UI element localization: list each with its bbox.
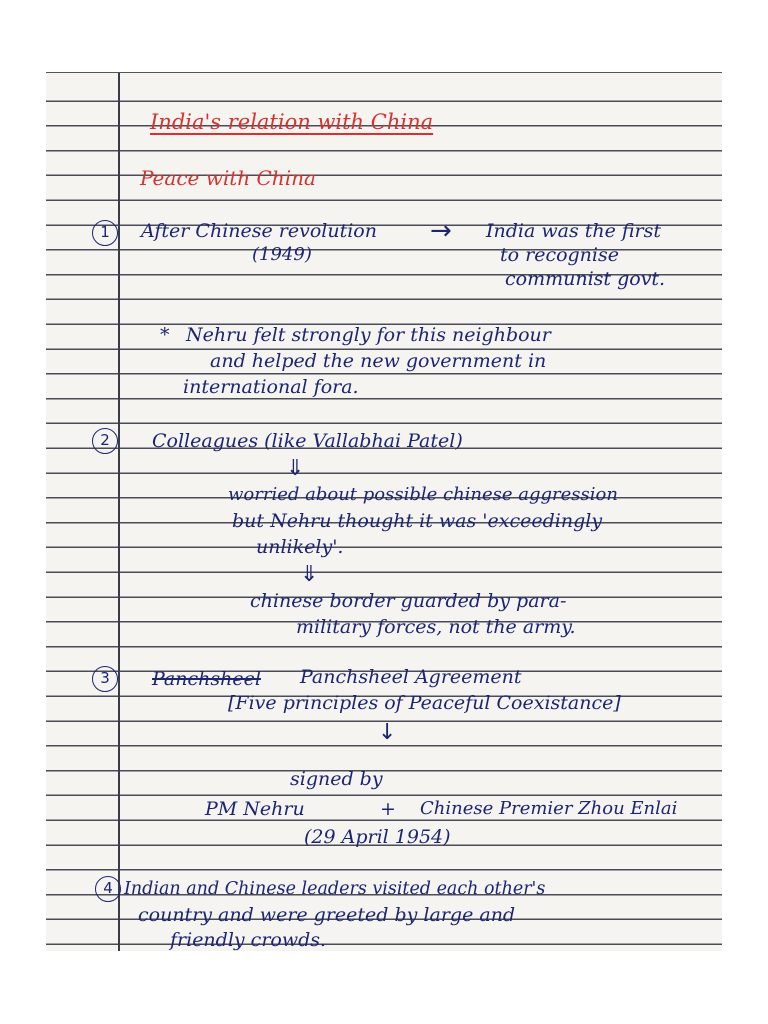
point-2-line4: unlikely'. — [256, 536, 344, 558]
point-1-line3: communist govt. — [505, 268, 666, 290]
margin-line — [118, 73, 120, 951]
point-1-note1: Nehru felt strongly for this neighbour — [186, 324, 551, 346]
point-3-parties-right: Chinese Premier Zhou Enlai — [420, 798, 678, 819]
point-3-signed: signed by — [290, 768, 383, 790]
point-1-line1-right: India was the first — [486, 220, 662, 242]
double-down-arrow-icon: ⇓ — [286, 456, 305, 481]
point-3-date: (29 April 1954) — [304, 826, 451, 848]
point-3-heading: Panchsheel Agreement — [300, 666, 522, 688]
point-4-line3: friendly crowds. — [170, 929, 327, 951]
point-4-line2: country and were greeted by large and — [138, 904, 516, 926]
plus-sign: + — [380, 798, 396, 820]
point-2-line3: but Nehru thought it was 'exceedingly — [232, 510, 603, 532]
point-2-line1: Colleagues (like Vallabhai Patel) — [152, 430, 463, 452]
section-subtitle: Peace with China — [140, 166, 316, 190]
point-2-line5: chinese border guarded by para- — [250, 590, 567, 612]
double-down-arrow-icon: ⇓ — [300, 562, 319, 587]
point-2-number: 2 — [92, 428, 118, 454]
note-star: * — [160, 324, 170, 346]
page-title: India's relation with China — [150, 110, 434, 134]
point-3-parties-left: PM Nehru — [205, 798, 305, 820]
point-1-year: (1949) — [252, 244, 312, 265]
point-4-line1: Indian and Chinese leaders visited each other's — [124, 879, 546, 899]
point-4-number: 4 — [95, 876, 121, 902]
point-3-number: 3 — [92, 666, 118, 692]
down-arrow-icon: ↓ — [378, 720, 397, 745]
right-arrow-icon: → — [430, 216, 452, 246]
point-1-note2: and helped the new government in — [210, 350, 547, 372]
point-3-bracket: [Five principles of Peaceful Coexistance] — [228, 692, 621, 714]
point-1-number: 1 — [92, 220, 118, 246]
point-1-line2: to recognise — [500, 244, 619, 266]
point-1-line1-left: After Chinese revolution — [141, 220, 377, 242]
point-2-line2: worried about possible chinese aggression — [228, 484, 618, 505]
struck-word: Panchsheel — [152, 668, 261, 690]
point-1-note3: international fora. — [183, 376, 359, 398]
point-2-line6: military forces, not the army. — [296, 616, 576, 638]
